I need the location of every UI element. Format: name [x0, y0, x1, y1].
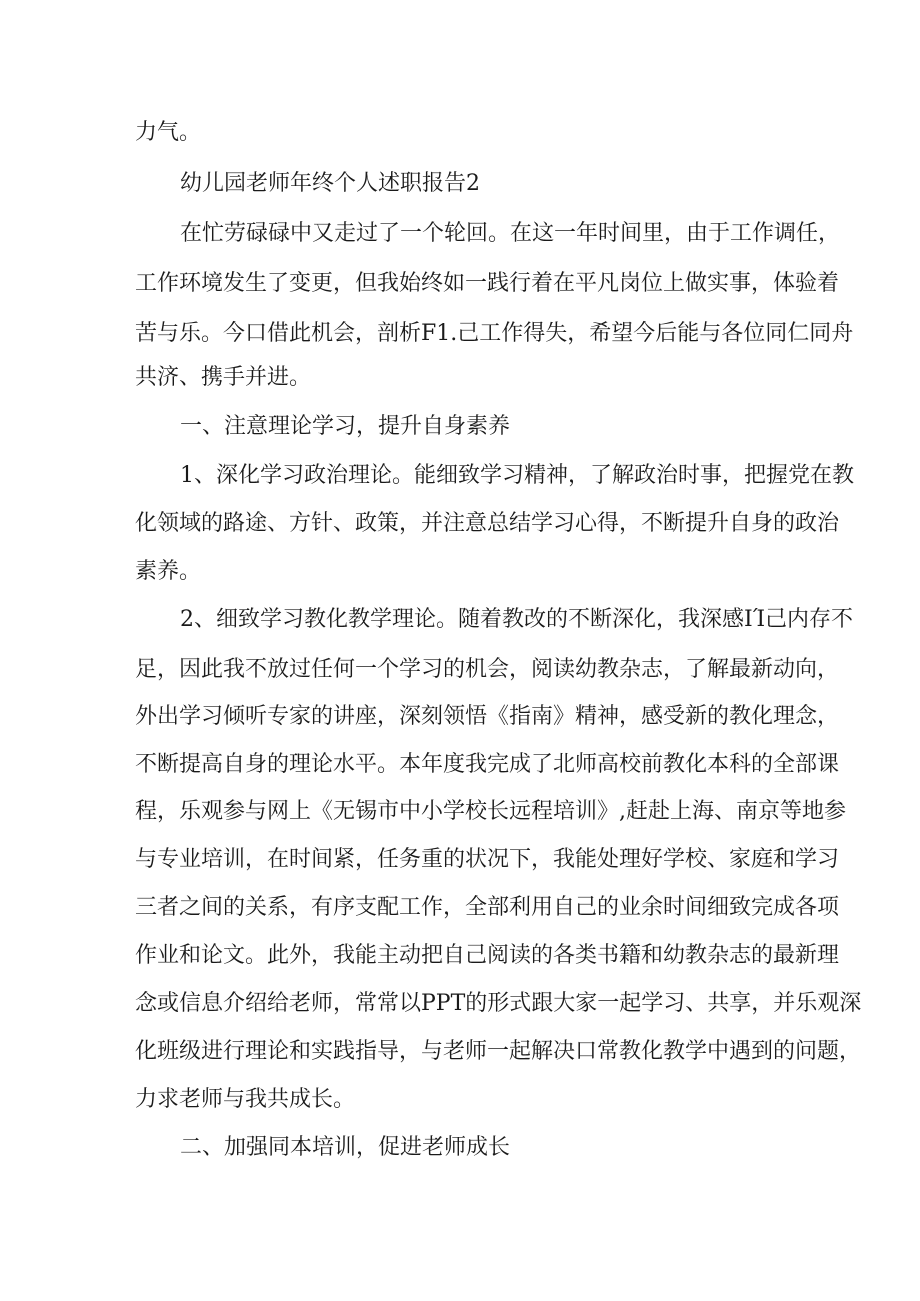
paragraph-line: 力气。 [135, 120, 202, 145]
paragraph-line: 苦与乐。今口借此机会，剖析F1.己工作得失，希望今后能与各位同仁同舟 [135, 321, 854, 346]
paragraph-line: 作业和论文。此外，我能主动把自己阅读的各类书籍和幼教杂志的最新理 [135, 943, 840, 968]
section-heading: 幼儿园老师年终个人述职报告2 [180, 171, 480, 196]
paragraph-line: 工作环境发生了变更，但我始终如一践行着在平凡岗位上做实事，体验着 [135, 271, 840, 296]
paragraph-line: 1、深化学习政治理论。能细致学习精神，了解政治时事，把握党在教 [180, 463, 854, 488]
paragraph-line: 力求老师与我共成长。 [135, 1087, 356, 1112]
paragraph-line: 外出学习倾听专家的讲座，深刻领悟《指南》精神，感受新的教化理念， [135, 704, 840, 729]
paragraph-line: 2、细致学习教化教学理论。随着教改的不断深化，我深感ΙΊ己内存不 [180, 607, 854, 632]
paragraph-line: 共济、携手并进。 [135, 365, 312, 390]
paragraph-line: 不断提高自身的理论水平。本年度我完成了北师高校前教化本科的全部课 [135, 752, 840, 777]
section-heading: 二、加强同本培训，促进老师成长 [180, 1135, 511, 1160]
paragraph-line: 程，乐观参与网上《无锡市中小学校长远程培训》,赶赴上海、南京等地参 [135, 799, 846, 824]
paragraph-line: 素养。 [135, 559, 202, 584]
paragraph-line: 在忙劳碌碌中又走过了一个轮回。在这一年时间里，由于工作调任， [180, 221, 841, 246]
paragraph-line: 念或信息介绍给老师，常常以PPT的形式跟大家一起学习、共享，并乐观深 [135, 991, 862, 1016]
paragraph-line: 足，因此我不放过任何一个学习的机会，阅读幼教杂志，了解最新动向， [135, 657, 840, 682]
paragraph-line: 与专业培训，在时间紧，任务重的状况下，我能处理好学校、家庭和学习 [135, 847, 840, 872]
paragraph-line: 化班级进行理论和实践指导，与老师一起解决口常教化教学中遇到的问题， [135, 1039, 862, 1064]
paragraph-line: 三者之间的关系，有序支配工作，全部利用自己的业余时间细致完成各项 [135, 895, 840, 920]
paragraph-line: 化领域的路途、方针、政策，并注意总结学习心得，不断提升自身的政治 [135, 511, 840, 536]
section-heading: 一、注意理论学习，提升自身素养 [180, 414, 511, 439]
